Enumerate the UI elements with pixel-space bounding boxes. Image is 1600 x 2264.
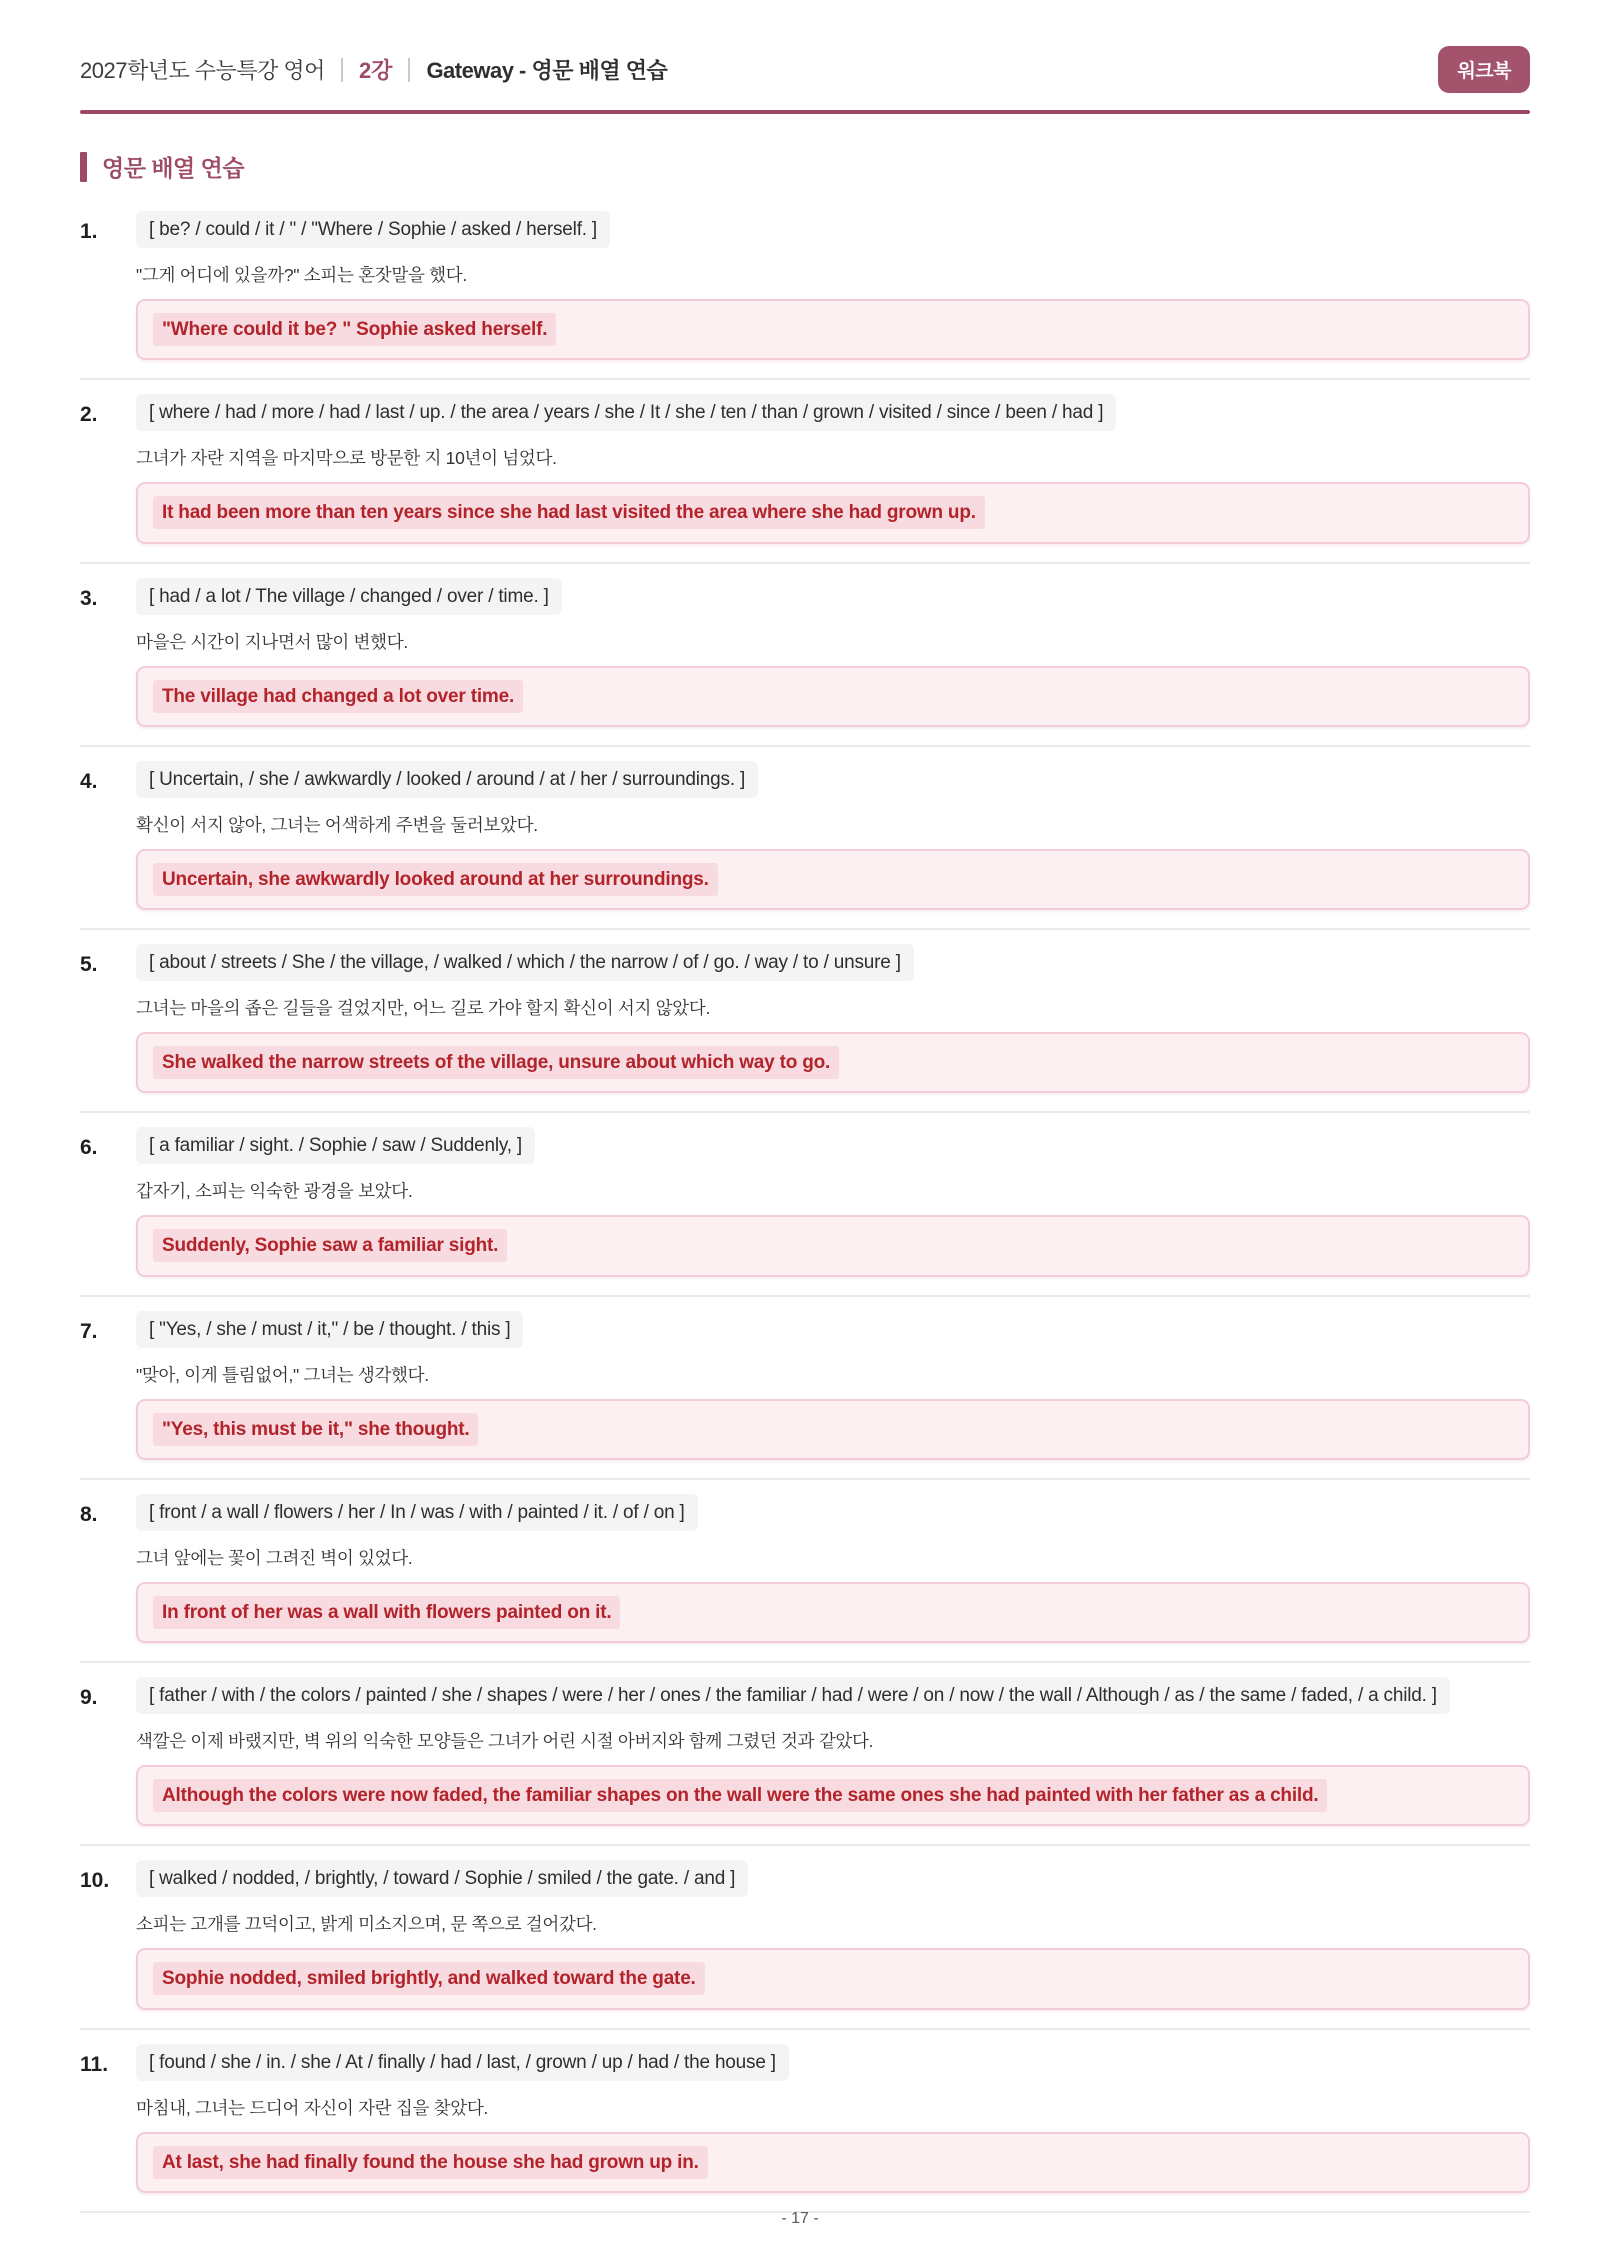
- workbook-badge: 워크북: [1438, 46, 1530, 93]
- item-number: 6.: [80, 1136, 98, 1160]
- scrambled-row: [136, 761, 1530, 799]
- exercise-item: [80, 564, 1530, 747]
- korean-translation: 갑자기, 소피는 익숙한 광경을 보았다.: [136, 1181, 413, 1202]
- item-number: 10.: [80, 1869, 110, 1893]
- answer-sentence: Uncertain, she awkwardly looked around at her surroundings.: [153, 863, 718, 896]
- answer-box: [136, 1582, 1530, 1643]
- item-number: 7.: [80, 1319, 98, 1343]
- answer-sentence: Suddenly, Sophie saw a familiar sight.: [153, 1229, 507, 1262]
- answer-box: [136, 1948, 1530, 2009]
- scrambled-row: [136, 1127, 1530, 1165]
- item-content: [136, 944, 1530, 1093]
- header-divider: [408, 58, 410, 82]
- header-title-group: [80, 54, 667, 85]
- item-number: 5.: [80, 953, 98, 976]
- item-content: [136, 761, 1530, 910]
- answer-box: [136, 849, 1530, 910]
- scrambled-row: [136, 2044, 1530, 2082]
- answer-sentence: "Yes, this must be it," she thought.: [153, 1413, 478, 1446]
- scrambled-row: [136, 578, 1530, 616]
- item-number: 9.: [80, 1686, 98, 1709]
- exercise-item: [80, 930, 1530, 1113]
- exercise-item: [80, 1113, 1530, 1296]
- answer-sentence: The village had changed a lot over time.: [153, 680, 523, 713]
- korean-translation: 그녀가 자란 지역을 마지막으로 방문한 지 10년이 넘었다.: [136, 448, 557, 469]
- item-number: 4.: [80, 769, 98, 793]
- scrambled-row: [136, 1860, 1530, 1898]
- item-number: 11.: [80, 2052, 109, 2076]
- scrambled-words: [ front / a wall / flowers / her / In / was / with / painted / it. / of / on ]: [136, 1494, 698, 1531]
- answer-box: [136, 2132, 1530, 2193]
- scrambled-words: [ about / streets / She / the village, / walked / which / the narrow / of / go. / way / to / unsure ]: [136, 944, 914, 981]
- scrambled-row: [136, 1494, 1530, 1532]
- answer-box: [136, 666, 1530, 727]
- answer-box: [136, 1215, 1530, 1276]
- scrambled-words: [ a familiar / sight. / Sophie / saw / Suddenly, ]: [136, 1127, 535, 1164]
- header-unit-title: Gateway - 영문 배열 연습: [426, 58, 668, 83]
- answer-sentence: Sophie nodded, smiled brightly, and walked toward the gate.: [153, 1962, 705, 1995]
- item-content: [136, 2044, 1530, 2193]
- scrambled-words: [ "Yes, / she / must / it," / be / thought. / this ]: [136, 1311, 523, 1348]
- item-number: 1.: [80, 220, 98, 243]
- scrambled-words: [ be? / could / it / " / "Where / Sophie / asked / herself. ]: [136, 211, 610, 248]
- scrambled-words: [ walked / nodded, / brightly, / toward / Sophie / smiled / the gate. / and ]: [136, 1860, 748, 1897]
- page-header: [80, 46, 1530, 93]
- exercise-item: [80, 1663, 1530, 1846]
- exercise-list: [80, 197, 1530, 2213]
- item-content: [136, 1311, 1530, 1460]
- answer-sentence: Although the colors were now faded, the familiar shapes on the wall were the same ones she had painted with her father as a child.: [153, 1779, 1327, 1812]
- item-content: [136, 211, 1530, 360]
- scrambled-words: [ father / with / the colors / painted / she / shapes / were / her / ones / the familiar / had / were / on / now / the wall / Although / as / the same / faded, / a child. ]: [136, 1677, 1450, 1714]
- korean-translation: 마을은 시간이 지나면서 많이 변했다.: [136, 631, 408, 652]
- answer-sentence: "Where could it be? " Sophie asked herself.: [153, 313, 556, 346]
- scrambled-words: [ where / had / more / had / last / up. / the area / years / she / It / she / ten / than / grown / visited / since / been / had ]: [136, 394, 1116, 431]
- header-lesson-label: 2강: [358, 58, 393, 83]
- item-number: 8.: [80, 1502, 98, 1526]
- korean-translation: 그녀는 마을의 좁은 길들을 걸었지만, 어느 길로 가야 할지 확신이 서지 않았다.: [136, 998, 711, 1018]
- page-number: - 17 -: [781, 2210, 819, 2227]
- scrambled-row: [136, 1677, 1530, 1715]
- item-content: [136, 1677, 1530, 1826]
- exercise-item: [80, 197, 1530, 380]
- answer-sentence: In front of her was a wall with flowers painted on it.: [153, 1596, 620, 1629]
- korean-translation: "그게 어디에 있을까?" 소피는 혼잣말을 했다.: [136, 265, 467, 285]
- korean-translation: 색깔은 이제 바랬지만, 벽 위의 익숙한 모양들은 그녀가 어린 시절 아버지와 함께 그렸던 것과 같았다.: [136, 1731, 874, 1751]
- answer-sentence: She walked the narrow streets of the village, unsure about which way to go.: [153, 1046, 839, 1079]
- answer-sentence: At last, she had finally found the house she had grown up in.: [153, 2146, 708, 2179]
- answer-sentence: It had been more than ten years since she had last visited the area where she had grown up.: [153, 496, 985, 529]
- exercise-item: [80, 1480, 1530, 1663]
- answer-box: [136, 1765, 1530, 1826]
- page-footer: [0, 2210, 1600, 2228]
- item-content: [136, 1860, 1530, 2009]
- answer-box: [136, 482, 1530, 543]
- exercise-item: [80, 380, 1530, 563]
- section-title-bar: [80, 152, 87, 182]
- korean-translation: 소피는 고개를 끄덕이고, 밝게 미소지으며, 문 쪽으로 걸어갔다.: [136, 1914, 597, 1935]
- scrambled-row: [136, 394, 1530, 432]
- scrambled-row: [136, 944, 1530, 982]
- answer-box: [136, 299, 1530, 360]
- item-content: [136, 394, 1530, 543]
- item-number: 2.: [80, 403, 98, 427]
- korean-translation: 확신이 서지 않아, 그녀는 어색하게 주변을 둘러보았다.: [136, 814, 538, 835]
- item-content: [136, 1494, 1530, 1643]
- scrambled-words: [ Uncertain, / she / awkwardly / looked / around / at / her / surroundings. ]: [136, 761, 758, 798]
- header-divider: [341, 58, 343, 82]
- korean-translation: 그녀 앞에는 꽃이 그려진 벽이 있었다.: [136, 1547, 413, 1568]
- scrambled-row: [136, 211, 1530, 249]
- section-title: [80, 150, 1530, 183]
- header-course-label: 2027학년도 수능특강 영어: [80, 58, 325, 83]
- item-number: 3.: [80, 586, 98, 610]
- section-title-label: 영문 배열 연습: [102, 155, 245, 181]
- scrambled-words: [ had / a lot / The village / changed / over / time. ]: [136, 578, 562, 615]
- korean-translation: "맞아, 이게 틀림없어," 그녀는 생각했다.: [136, 1364, 429, 1385]
- exercise-item: [80, 747, 1530, 930]
- item-content: [136, 578, 1530, 727]
- header-rule: [80, 110, 1530, 114]
- scrambled-words: [ found / she / in. / she / At / finally / had / last, / grown / up / had / the house ]: [136, 2044, 789, 2081]
- answer-box: [136, 1399, 1530, 1460]
- korean-translation: 마침내, 그녀는 드디어 자신이 자란 집을 찾았다.: [136, 2097, 488, 2118]
- exercise-item: [80, 1846, 1530, 2029]
- item-content: [136, 1127, 1530, 1276]
- exercise-item: [80, 1297, 1530, 1480]
- exercise-item: [80, 2030, 1530, 2213]
- scrambled-row: [136, 1311, 1530, 1349]
- answer-box: [136, 1032, 1530, 1093]
